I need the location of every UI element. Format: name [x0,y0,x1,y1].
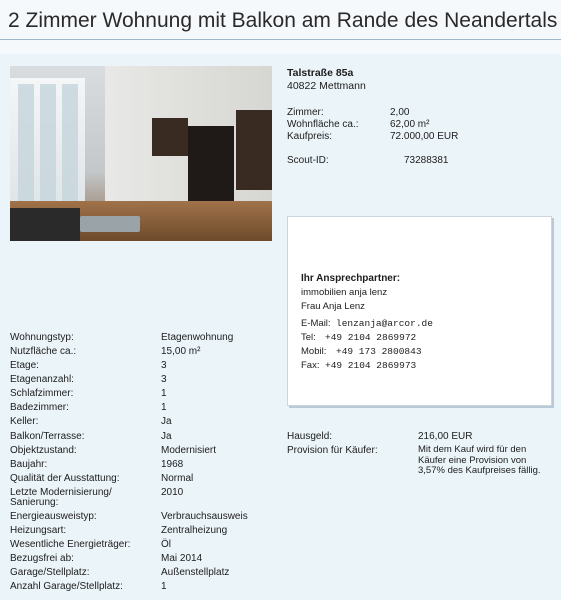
living-area-value: 62,00 m² [390,119,430,130]
detail-value: Ja [161,416,172,427]
hausgeld-value: 216,00 EUR [418,431,473,442]
detail-label: Anzahl Garage/Stellplatz: [10,581,123,592]
detail-label: Heizungsart: [10,525,67,536]
fax-label: Fax: [301,360,320,371]
detail-label: Keller: [10,416,39,427]
provision-value: Mit dem Kauf wird für den Käufer eine Provision von 3,57% des Kaufpreises fällig. [418,444,541,476]
title-divider [0,39,561,40]
detail-label: Balkon/Terrasse: [10,431,85,442]
detail-label: Energieausweistyp: [10,511,97,522]
email-label: E-Mail: [301,318,331,329]
detail-label: Wohnungstyp: [10,332,74,343]
detail-value: 15,00 m² [161,346,201,357]
detail-label: Sanierung: [10,497,59,508]
contact-company: immobilien anja lenz [301,287,388,298]
hausgeld-label: Hausgeld: [287,431,333,442]
detail-label: Badezimmer: [10,402,69,413]
detail-label: Schlafzimmer: [10,388,74,399]
sofa-shape [10,208,80,241]
wall-shelf-shape [152,118,188,156]
wall-shelf-shape [236,110,272,190]
detail-value: 2010 [161,487,184,498]
detail-label: Letzte Modernisierung/ [10,487,112,498]
detail-value: Ja [161,431,172,442]
detail-value: Verbrauchsausweis [161,511,248,522]
detail-label: Wesentliche Energieträger: [10,539,131,550]
rooms-label: Zimmer: [287,107,324,118]
rooms-value: 2,00 [390,107,410,118]
blind-shape [62,84,78,219]
detail-value: Normal [161,473,194,484]
fax-value: +49 2104 2869973 [325,360,417,371]
price-value: 72.000,00 EUR [390,131,459,142]
detail-label: Etage: [10,360,39,371]
email-link[interactable]: lenzanja@arcor.de [336,318,433,329]
living-area-label: Wohnfläche ca.: [287,119,359,130]
detail-label: Bezugsfrei ab: [10,553,74,564]
detail-value: 1 [161,581,167,592]
scout-id-label: Scout-ID: [287,155,329,166]
blind-shape [18,84,34,219]
apartment-photo [10,66,272,241]
scout-id-value: 73288381 [404,155,449,166]
detail-label: Objektzustand: [10,445,77,456]
address-street: Talstraße 85a [287,67,354,79]
price-label: Kaufpreis: [287,131,333,142]
tel-value: +49 2104 2869972 [325,332,417,343]
detail-label: Nutzfläche ca.: [10,346,77,357]
detail-label: Qualität der Ausstattung: [10,473,120,484]
detail-label: Baujahr: [10,459,48,470]
detail-label: Garage/Stellplatz: [10,567,90,578]
detail-value: 3 [161,360,167,371]
mobil-value: +49 173 2800843 [336,346,422,357]
detail-value: Modernisiert [161,445,217,456]
detail-value: 1968 [161,459,184,470]
contact-person: Frau Anja Lenz [301,301,365,312]
mobil-label: Mobil: [301,346,327,357]
detail-value: Etagenwohnung [161,332,234,343]
detail-value: 1 [161,402,167,413]
provision-label: Provision für Käufer: [287,445,378,456]
page-title: 2 Zimmer Wohnung mit Balkon am Rande des Neandertals [8,9,558,32]
detail-value: Mai 2014 [161,553,203,564]
detail-value: Außenstellplatz [161,567,230,578]
detail-value: Zentralheizung [161,525,228,536]
contact-heading: Ihr Ansprechpartner: [301,273,401,284]
contact-box [287,216,552,406]
detail-value: 1 [161,388,167,399]
detail-value: 3 [161,374,167,385]
table-shape [80,216,140,232]
blind-shape [40,84,56,219]
address-city: 40822 Mettmann [287,80,366,92]
detail-value: Öl [161,539,171,550]
tel-label: Tel: [301,332,316,343]
detail-label: Etagenanzahl: [10,374,74,385]
